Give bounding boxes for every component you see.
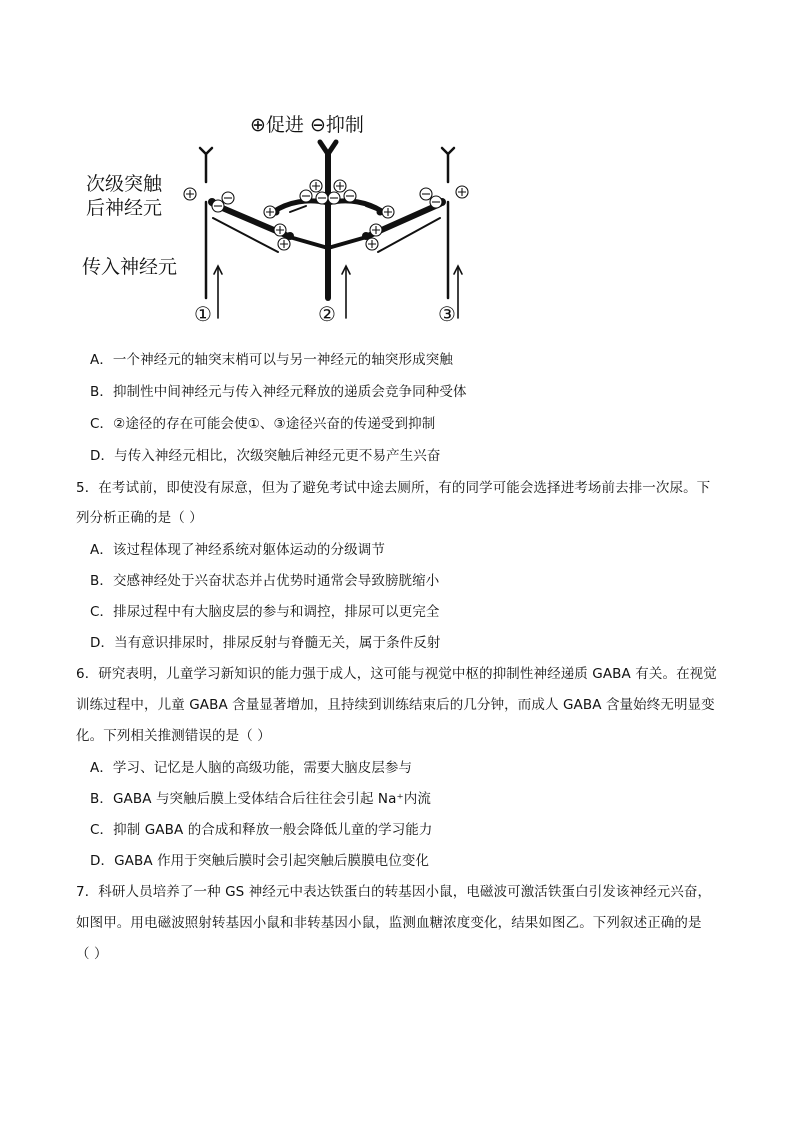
q4-option-d: D．与传入神经元相比，次级突触后神经元更不易产生兴奋 xyxy=(90,448,441,464)
q5-stem-line-2: 列分析正确的是（ ） xyxy=(76,510,203,526)
q6-stem-line-2: 训练过程中，儿童 GABA 含量显著增加，且持续到训练结束后的几分钟，而成人 GABA 含量始终无明显变 xyxy=(76,697,715,713)
minus-marker xyxy=(420,188,432,200)
plus-marker xyxy=(310,180,322,192)
label-afferent-neuron: 传入神经元 xyxy=(82,256,178,278)
q6-option-a: A．学习、记忆是人脑的高级功能，需要大脑皮层参与 xyxy=(90,760,413,776)
q5-option-a: A．该过程体现了神经系统对躯体运动的分级调节 xyxy=(90,542,385,558)
q6-stem-line-3: 化。下列相关推测错误的是（ ） xyxy=(76,728,271,744)
minus-marker xyxy=(222,192,234,204)
right-dendrite-top xyxy=(442,148,454,154)
neuron-diagram xyxy=(78,108,478,330)
q4-option-c: C．②途径的存在可能会使①、③途径兴奋的传递受到抑制 xyxy=(90,416,436,432)
label-secondary-neuron xyxy=(86,172,162,220)
inter-left xyxy=(290,206,306,212)
path-3-label: ③ xyxy=(438,302,456,326)
plus-marker xyxy=(370,224,382,236)
plus-marker xyxy=(456,186,468,198)
plus-marker xyxy=(278,238,290,250)
q6-stem-line-1: 6．研究表明，儿童学习新知识的能力强于成人，这可能与视觉中枢的抑制性神经递质 GABA 有关。在视觉 xyxy=(76,666,717,682)
q6-option-c: C．抑制 GABA 的合成和释放一般会降低儿童的学习能力 xyxy=(90,822,433,838)
plus-marker xyxy=(382,206,394,218)
label-secondary-line-2: 后神经元 xyxy=(86,197,163,219)
q4-option-a: A．一个神经元的轴突末梢可以与另一神经元的轴突形成突触 xyxy=(90,352,453,368)
plus-marker xyxy=(274,224,286,236)
path-1-label: ① xyxy=(194,302,212,326)
afferent-right-thin xyxy=(378,218,440,252)
minus-marker xyxy=(430,196,442,208)
q7-stem-line-2: 如图甲。用电磁波照射转基因小鼠和非转基因小鼠，监测血糖浓度变化，结果如图乙。下列叙述正确的是 xyxy=(76,915,702,931)
minus-marker xyxy=(328,192,340,204)
q6-option-d: D．GABA 作用于突触后膜时会引起突触后膜膜电位变化 xyxy=(90,853,430,869)
q5-option-d: D．当有意识排尿时，排尿反射与脊髓无关，属于条件反射 xyxy=(90,635,441,651)
minus-marker xyxy=(344,190,356,202)
q5-option-b: B．交感神经处于兴奋状态并占优势时通常会导致膀胱缩小 xyxy=(90,573,440,589)
minus-marker xyxy=(212,200,224,212)
q4-option-b: B．抑制性中间神经元与传入神经元释放的递质会竞争同种受体 xyxy=(90,384,467,400)
plus-marker xyxy=(264,206,276,218)
q7-stem-line-3: （ ） xyxy=(76,946,108,962)
path-2-label: ② xyxy=(318,302,336,326)
afferent-left-thin xyxy=(213,218,278,252)
q6-option-b: B．GABA 与突触后膜上受体结合后往往会引起 Na⁺内流 xyxy=(90,791,431,807)
minus-marker xyxy=(300,190,312,202)
central-dendrite xyxy=(320,142,336,154)
minus-marker xyxy=(316,192,328,204)
plus-marker xyxy=(334,180,346,192)
figure-legend: ⊕促进 ⊖抑制 xyxy=(250,114,364,136)
q7-stem-line-1: 7．科研人员培养了一种 GS 神经元中表达铁蛋白的转基因小鼠，电磁波可激活铁蛋白引发该神经元兴奋， xyxy=(76,884,712,900)
left-dendrite-top xyxy=(200,148,212,154)
label-secondary-line-1: 次级突触 xyxy=(86,173,163,195)
plus-marker xyxy=(184,188,196,200)
plus-marker xyxy=(366,238,378,250)
q5-stem-line-1: 5．在考试前，即使没有尿意，但为了避免考试中途去厕所，有的同学可能会选择进考场前去排一次尿。下 xyxy=(76,480,711,496)
q5-option-c: C．排尿过程中有大脑皮层的参与和调控，排尿可以更完全 xyxy=(90,604,440,620)
